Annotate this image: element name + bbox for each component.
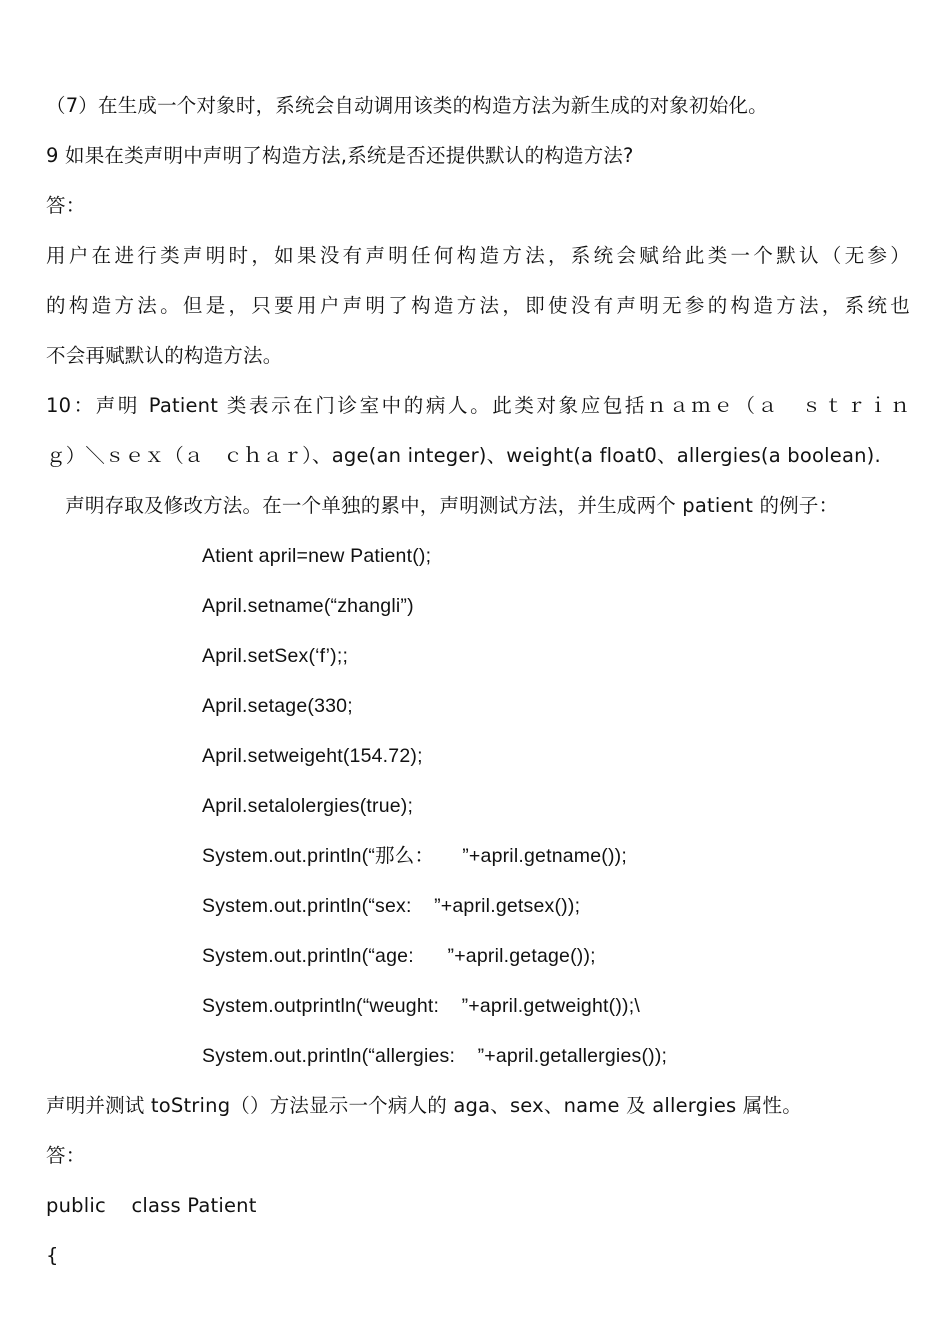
code-line: System.out.println(“那么： ”+april.getname()); xyxy=(202,845,627,867)
code-line: April.setweigeht(154.72); xyxy=(202,745,423,767)
tostring-instruction: 声明并测试 toString（）方法显示一个病人的 aga、sex、name 及 allergies 属性。 xyxy=(46,1094,802,1117)
question-10-line-3: 声明存取及修改方法。在一个单独的累中，声明测试方法，并生成两个 patient 的例子： xyxy=(46,494,839,517)
code-line: System.out.println(“sex: ”+april.getsex()); xyxy=(202,895,581,917)
code-line: April.setname(“zhangli”) xyxy=(202,595,414,617)
code-line: April.setSex(‘f’);; xyxy=(202,645,349,667)
code-line: System.out.println(“allergies: ”+april.getallergies()); xyxy=(202,1045,668,1067)
code-line: System.outprintln(“weught: ”+april.getweight());\ xyxy=(202,995,640,1017)
code-line: Atient april=new Patient(); xyxy=(202,545,432,567)
text-line-constructor-note: （7）在生成一个对象时，系统会自动调用该类的构造方法为新生成的对象初始化。 xyxy=(46,94,768,117)
question-10-line-1: 10：声明 Patient 类表示在门诊室中的病人。此类对象应包括ｎａｍｅ（ａ ｓｔｒｉｎ xyxy=(46,394,910,417)
answer-label: 答： xyxy=(46,194,86,217)
answer-label: 答： xyxy=(46,1144,86,1167)
code-line: April.setalolergies(true); xyxy=(202,795,414,817)
question-10-line-2: ｇ）＼ｓｅｘ（ａ ｃｈａｒ）、age(an integer)、weight(a float0、allergies(a boolean). xyxy=(46,444,881,467)
answer-9-line-1: 用户在进行类声明时，如果没有声明任何构造方法，系统会赋给此类一个默认（无参） xyxy=(46,244,910,267)
answer-9-line-3: 不会再赋默认的构造方法。 xyxy=(46,344,283,367)
code-line: System.out.println(“age: ”+april.getage()); xyxy=(202,945,596,967)
class-open-brace: { xyxy=(46,1244,59,1267)
code-line: April.setage(330; xyxy=(202,695,353,717)
question-9: 9 如果在类声明中声明了构造方法,系统是否还提供默认的构造方法? xyxy=(46,144,634,167)
class-declaration: public class Patient xyxy=(46,1194,257,1217)
answer-9-line-2: 的构造方法。但是，只要用户声明了构造方法，即使没有声明无参的构造方法，系统也 xyxy=(46,294,910,317)
